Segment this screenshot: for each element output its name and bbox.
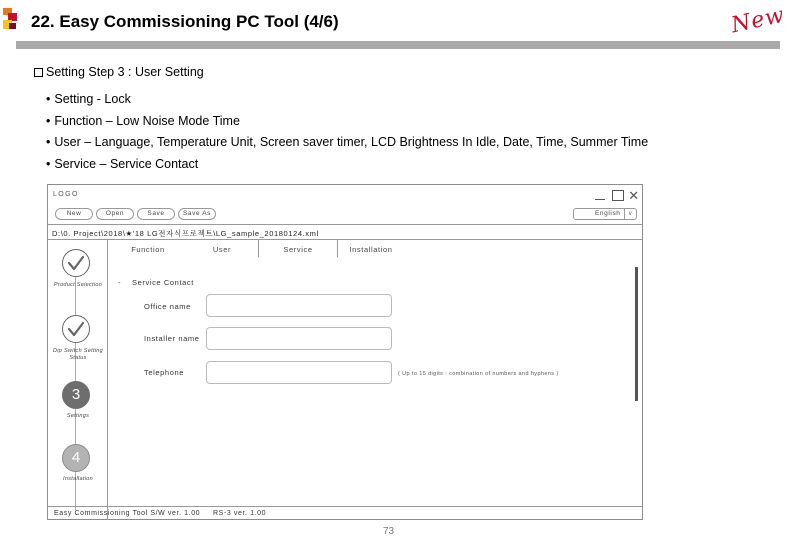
office-name-input[interactable] bbox=[206, 294, 392, 317]
telephone-hint: ( Up to 15 digits : combination of numbers and hyphens ) bbox=[398, 371, 559, 377]
tab-service-label: Service bbox=[283, 245, 313, 254]
installer-name-label: Installer name bbox=[144, 334, 200, 343]
title-divider bbox=[16, 41, 780, 49]
close-icon[interactable]: ✕ bbox=[628, 188, 640, 203]
installer-name-input[interactable] bbox=[206, 327, 392, 350]
checkbox-bullet-icon bbox=[34, 68, 43, 77]
bullet-user: • User – Language, Temperature Unit, Screen saver timer, LCD Brightness In Idle, Date, Time, Summer Time bbox=[46, 135, 648, 149]
maximize-icon[interactable] bbox=[612, 190, 624, 201]
section-dash: - bbox=[118, 278, 122, 287]
step-3-label: Settings bbox=[66, 413, 90, 419]
step-sidebar bbox=[48, 240, 108, 520]
office-name-label: Office name bbox=[144, 302, 191, 311]
bullet-service: • Service – Service Contact bbox=[46, 157, 198, 171]
save-button[interactable]: Save bbox=[137, 208, 175, 220]
status-bar bbox=[48, 506, 642, 519]
new-badge: New bbox=[728, 2, 787, 39]
tab-user[interactable] bbox=[186, 240, 258, 258]
app-logo: LOGO bbox=[53, 191, 79, 198]
software-version: Easy Commissioning Tool S/W ver. 1.00 bbox=[54, 510, 201, 517]
app-window bbox=[47, 184, 643, 520]
telephone-input[interactable] bbox=[206, 361, 392, 384]
tab-service[interactable] bbox=[258, 240, 338, 258]
check-icon bbox=[66, 253, 86, 273]
step-1-label: Product Selection bbox=[53, 282, 103, 288]
check-icon bbox=[66, 319, 86, 339]
minimize-icon[interactable] bbox=[594, 190, 606, 201]
tab-user-label: User bbox=[212, 245, 232, 254]
step-2-check-circle-icon[interactable] bbox=[62, 315, 90, 343]
bullet-setting: • Setting - Lock bbox=[46, 92, 131, 106]
tab-installation[interactable] bbox=[338, 240, 404, 258]
step-4-number[interactable]: 4 bbox=[62, 444, 90, 472]
step-1-check-circle-icon[interactable] bbox=[62, 249, 90, 277]
language-select[interactable] bbox=[573, 208, 637, 220]
new-button[interactable]: New bbox=[55, 208, 93, 220]
tab-function-label: Function bbox=[131, 245, 165, 254]
language-select-value: English bbox=[595, 210, 621, 217]
tab-installation-label: Installation bbox=[349, 245, 393, 254]
content-scrollbar[interactable] bbox=[635, 267, 638, 401]
file-path: D:\0. Project\2018\★'18 LG전자식프로젝트\LG_sample_20180124.xml bbox=[52, 229, 319, 238]
rs3-version: RS-3 ver. 1.00 bbox=[213, 510, 267, 517]
slide-title: 22. Easy Commissioning PC Tool (4/6) bbox=[31, 12, 339, 31]
step-3-number[interactable]: 3 bbox=[62, 381, 90, 409]
section-heading-text: Setting Step 3 : User Setting bbox=[46, 65, 204, 79]
save-as-button[interactable]: Save As bbox=[178, 208, 216, 220]
bullet-function: • Function – Low Noise Mode Time bbox=[46, 114, 240, 128]
telephone-label: Telephone bbox=[144, 368, 185, 377]
service-contact-title: Service Contact bbox=[132, 278, 194, 287]
company-logo-icon bbox=[3, 8, 17, 30]
step-4-label: Installation bbox=[63, 476, 93, 482]
chevron-down-icon[interactable]: ∨ bbox=[624, 209, 636, 219]
toolbar-divider bbox=[48, 224, 642, 225]
page-number: 73 bbox=[383, 526, 395, 537]
section-heading bbox=[34, 65, 204, 79]
step-2-label: Dip Switch Setting Status bbox=[52, 348, 104, 361]
tab-function[interactable] bbox=[110, 240, 186, 258]
open-button[interactable]: Open bbox=[96, 208, 134, 220]
